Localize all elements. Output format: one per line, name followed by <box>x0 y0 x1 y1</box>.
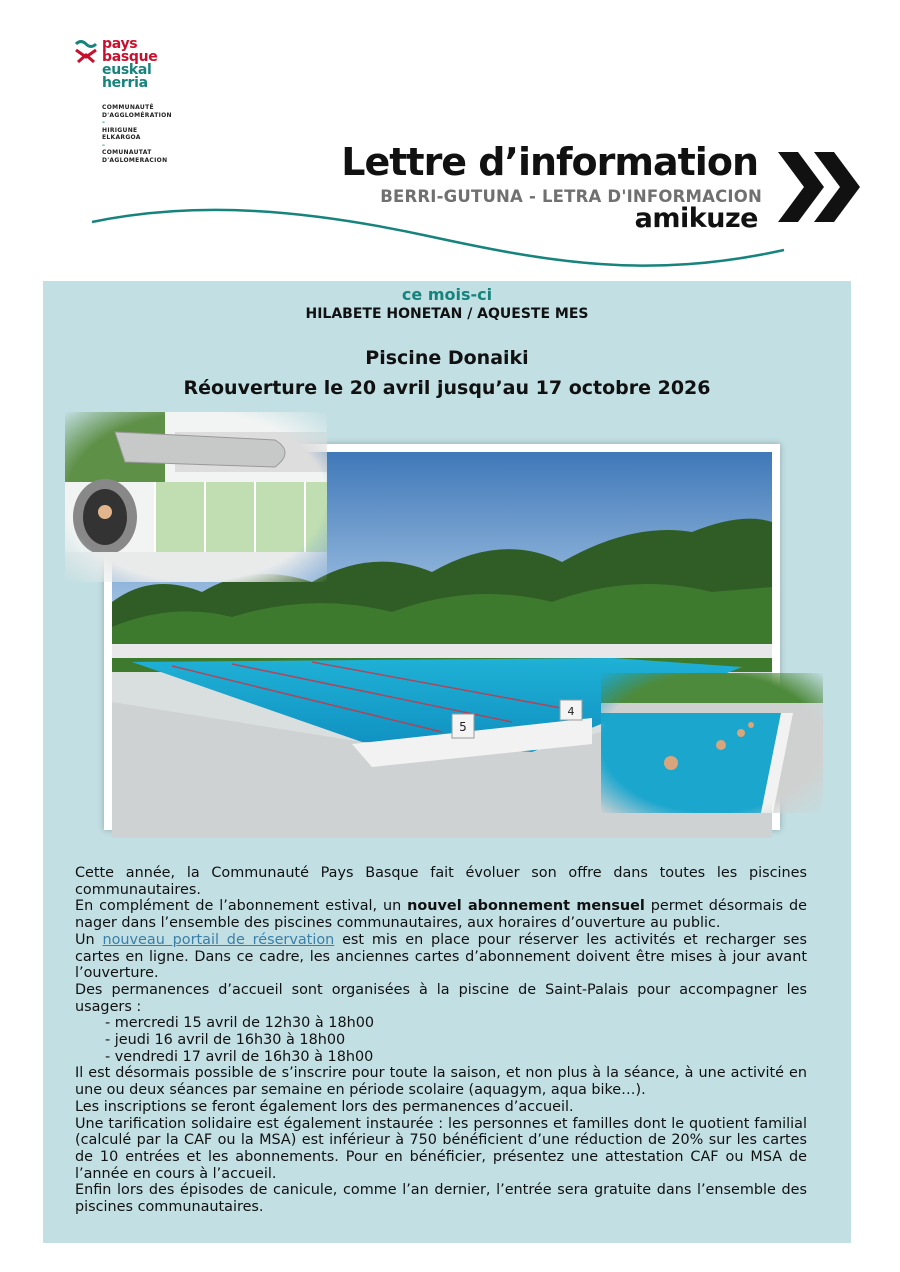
swimmers-image <box>601 673 823 813</box>
logo-sub-line: COMMUNAUTÉ <box>102 104 154 111</box>
waterslide-photo <box>65 412 327 582</box>
logo-sub-line: D'AGGLOMÉRATION <box>102 111 172 119</box>
logo-wordmark <box>102 38 158 90</box>
swimmers-photo <box>601 673 823 813</box>
paragraph <box>75 932 807 982</box>
paragraph: Des permanences d’accueil sont organisées à la piscine de Saint-Palais pour accompagner les usagers : <box>75 981 807 1015</box>
header-wave <box>88 198 788 278</box>
paragraph: Il est désormais possible de s’inscrire pour toute la saison, et non plus à la séance, à une activité en une ou deux séances par semaine en période scolaire (aquagym, aqua bike…). <box>75 1065 807 1099</box>
logo-line-2: basque <box>102 49 158 65</box>
locality-title: amikuze <box>634 203 758 234</box>
text-span: permet désormais de nager dans l’ensemble des piscines communautaires, aux horaires d’ouverture au public. <box>75 898 807 932</box>
lane-marker-4: 4 <box>567 705 575 718</box>
logo-sub-dash: – <box>102 141 106 149</box>
logo-sub-line: HIRIGUNE <box>102 126 138 134</box>
article-subtitle: Réouverture le 20 avril jusqu’au 17 octobre 2026 <box>183 377 711 399</box>
logo-mark-icon <box>74 38 98 64</box>
logo-line-4: herria <box>102 75 148 91</box>
paragraph: Cette année, la Communauté Pays Basque fait évoluer son offre dans toutes les piscines communautaires. <box>75 865 807 898</box>
list-item: - mercredi 15 avril de 12h30 à 18h00 <box>105 1015 375 1032</box>
logo-line-3: euskal <box>102 62 152 78</box>
paragraph: Une tarification solidaire est également instaurée : les personnes et familles dont le quotient familial (calculé par la CAF ou la MSA) est inférieur à 750 bénéficient d’une réduction de 20% sur les cartes de 10 entrées et les abonnements. Pour en bénéficier, présentez une attestation CAF ou MSA de l’année en cours à l’accueil. <box>75 1115 807 1182</box>
bold-text: nouvel abonnement mensuel <box>407 898 645 915</box>
text-span: est mis en place pour réserver les activités et recharger ses cartes en ligne. Dans ce cadre, les anciennes cartes d’abonnement doivent être mises à jour avant l’ouverture. <box>75 931 807 982</box>
content-panel <box>43 281 851 1243</box>
logo-sub-line: COMUNAUTAT <box>102 149 152 156</box>
logo-sub-line: ELKARGOA <box>102 134 141 141</box>
paragraph: Enfin lors des épisodes de canicule, comme l’an dernier, l’entrée sera gratuite dans l’ensemble des piscines communautaires. <box>75 1182 807 1216</box>
newsletter-subtitle: BERRI-GUTUNA - LETRA D'INFORMACION <box>380 187 762 206</box>
text-span: Un <box>75 931 103 948</box>
logo-sub-dash: – <box>102 119 106 126</box>
month-label-translations: HILABETE HONETAN / AQUESTE MES <box>305 306 589 322</box>
list-item: - vendredi 17 avril de 16h30 à 18h00 <box>105 1048 374 1065</box>
article-body <box>75 865 807 1216</box>
logo-line-1: pays <box>102 36 138 52</box>
paragraph <box>75 898 807 931</box>
logo-sub-line: D'AGLOMERACION <box>102 156 168 164</box>
lane-marker-5: 5 <box>459 720 467 734</box>
month-label: ce mois-ci <box>401 285 493 304</box>
paragraph: Les inscriptions se feront également lors des permanences d’accueil. <box>75 1098 574 1115</box>
reservation-portal-link[interactable]: nouveau portail de réservation <box>102 931 335 948</box>
list-item: - jeudi 16 avril de 16h30 à 18h00 <box>105 1032 346 1049</box>
text-span: En complément de l’abonnement estival, un <box>75 898 408 915</box>
newsletter-title: Lettre d’information <box>341 140 758 184</box>
logo-subtitle <box>102 104 222 164</box>
article-title: Piscine Donaiki <box>365 347 529 369</box>
waterslide-image <box>65 412 327 582</box>
